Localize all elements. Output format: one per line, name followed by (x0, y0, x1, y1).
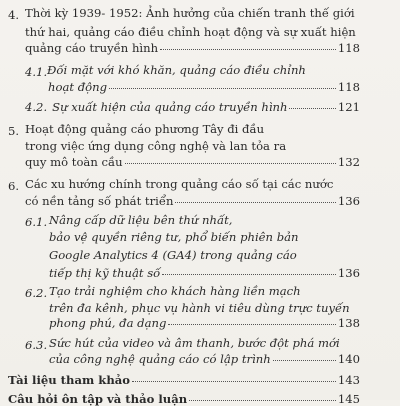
toc-page-number: 118 (337, 41, 360, 55)
toc-entry-line: trong việc ứng dụng công nghệ và lan tỏa ra (25, 139, 287, 153)
toc-page-number: 143 (337, 373, 360, 387)
toc-page-number: 140 (337, 352, 360, 366)
toc-entry-line: Tạo trải nghiệm cho khách hàng liền mạch (49, 284, 301, 298)
toc-entry-number: 4.2. (25, 100, 48, 114)
toc-entry-last-line (49, 354, 360, 366)
dot-leader (273, 359, 336, 361)
toc-page-number: 132 (337, 155, 360, 169)
toc-entry-line: quy mô toàn cầu (25, 155, 123, 169)
toc-entry-line: Hoạt động quảng cáo phương Tây đi đầu (25, 122, 265, 136)
toc-entry-line: phong phú, đa dạng (49, 316, 167, 330)
toc-entry-line: có nền tảng số phát triển (25, 194, 174, 208)
dot-leader (109, 87, 336, 89)
toc-entry-line: của công nghệ quảng cáo có lập trình (49, 352, 271, 366)
toc-entry-last-line (49, 268, 360, 280)
toc-entry-last-line (8, 375, 360, 387)
toc-entry-line: Thời kỳ 1939- 1952: Ảnh hưởng của chiến tranh thế giới (25, 6, 355, 20)
toc-entry-line: Tài liệu tham khảo (8, 373, 130, 387)
toc-entry-number: 4.1. (25, 65, 48, 79)
toc-page-number: 145 (337, 392, 360, 406)
toc-entry-line: Câu hỏi ôn tập và thảo luận (8, 392, 188, 406)
toc-entry-line: thứ hai, quảng cáo điều chỉnh hoạt động và sự xuất hiện (25, 25, 356, 39)
toc-page-number: 136 (337, 194, 360, 208)
toc-entry-number: 6.1. (25, 215, 48, 229)
toc-entry-line: trên đa kênh, phục vụ hành vi tiêu dùng trực tuyến (49, 301, 350, 315)
toc-entry-last-line (25, 43, 360, 55)
toc-entry-last-line (25, 196, 360, 208)
toc-entry-number: 6. (8, 179, 20, 193)
toc-entry-line: Sức hút của video và âm thanh, bước đột phá mới (49, 336, 340, 350)
toc-entry-number: 6.3. (25, 338, 48, 352)
dot-leader (189, 399, 336, 401)
toc-entry-last-line (49, 318, 360, 330)
toc-entry-line: Nâng cấp dữ liệu bên thứ nhất, (49, 213, 233, 227)
dot-leader (132, 380, 336, 382)
dot-leader (289, 107, 335, 109)
dot-leader (168, 323, 335, 325)
toc-entry-last-line (48, 82, 360, 94)
toc-page-number: 136 (337, 266, 360, 280)
dot-leader (125, 162, 336, 164)
toc-entry-line: Đối mặt với khó khăn, quảng cáo điều chỉnh (47, 63, 306, 77)
toc-page-number: 121 (337, 100, 360, 114)
dot-leader (175, 201, 335, 203)
toc-entry-line: Các xu hướng chính trong quảng cáo số tại các nước (25, 177, 334, 191)
toc-entry-line: hoạt động (48, 80, 107, 94)
toc-entry-last-line (25, 102, 360, 114)
toc-entry-number: 5. (8, 124, 20, 138)
toc-entry-line: tiếp thị kỹ thuật số (49, 266, 161, 280)
dot-leader (160, 48, 336, 50)
toc-page-number: 118 (337, 80, 360, 94)
toc-entry-number: 6.2. (25, 286, 48, 300)
toc-page-number: 138 (337, 316, 360, 330)
toc-entry-number: 4. (8, 8, 20, 22)
toc-entry-line: Google Analytics 4 (GA4) trong quảng cáo (49, 248, 297, 262)
toc-entry-last-line (25, 157, 360, 169)
toc-entry-line: bảo vệ quyền riêng tư, phổ biến phiên bản (49, 230, 299, 244)
toc-entry-line: quảng cáo truyền hình (25, 41, 159, 55)
toc-entry-line: Sự xuất hiện của quảng cáo truyền hình (52, 100, 288, 114)
dot-leader (162, 273, 336, 275)
